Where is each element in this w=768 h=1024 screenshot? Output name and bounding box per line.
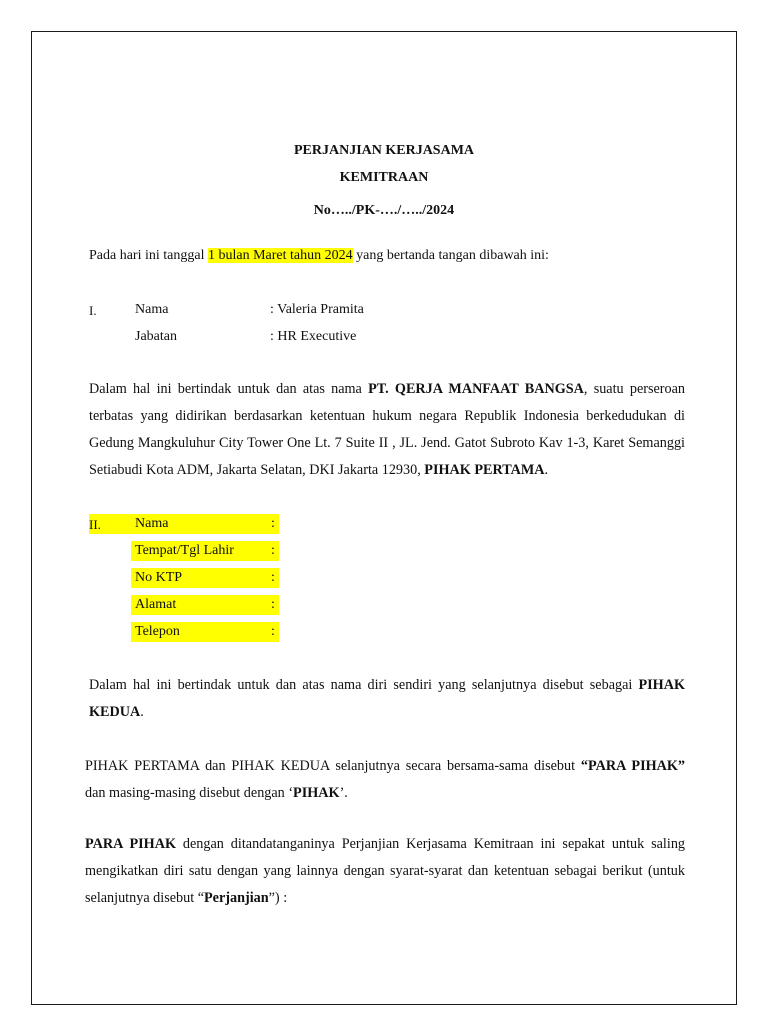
party1-position-label: Jabatan [135, 329, 177, 344]
document-number: No…../PK-…./…../2024 [313, 203, 455, 218]
party2-numeral: II. [89, 517, 101, 532]
company-name: PT. QERJA MANFAAT BANGSA [368, 381, 584, 397]
document-subtitle: KEMITRAAN [339, 170, 429, 185]
party2-ktp-label: No KTP [135, 570, 183, 585]
party2-birth-value: : [271, 543, 275, 558]
highlight-row-name [89, 514, 279, 534]
party1-position-value: : HR Executive [270, 329, 357, 344]
party2-address-value: : [271, 597, 275, 612]
party2-name-value: : [271, 516, 275, 531]
agreement-paragraph: PARA PIHAK dengan ditandatanganinya Perjanjian Kerjasama Kemitraan ini sepakat untuk saling mengikatkan diri satu dengan yang lainnya dengan syarat-syarat dan ketentuan sebagai berikut (untuk selanjutnya disebut “Perjanjian”) : [85, 836, 686, 906]
party2-phone-value: : [271, 624, 275, 639]
party2-phone-label: Telepon [135, 624, 180, 639]
party1-numeral: I. [89, 303, 97, 318]
highlighted-date: 1 bulan Maret tahun 2024 [207, 248, 353, 263]
party2-name-label: Nama [135, 516, 169, 531]
party1-description: Dalam hal ini bertindak untuk dan atas nama PT. QERJA MANFAAT BANGSA, suatu perseroan terbatas yang didirikan berdasarkan ketentuan hukum negara Republik Indonesia berkedudukan di Gedung Mangkuluhur City Tower One Lt. 7 Suite II , JL. Jend. Gatot Subroto Kav 1-3, Karet Semanggi Setiabudi Kota ADM, Jakarta Selatan, DKI Jakarta 12930, PIHAK PERTAMA. [89, 381, 686, 478]
opening-line: Pada hari ini tanggal 1 bulan Maret tahun 2024 yang bertanda tangan dibawah ini: [89, 248, 549, 263]
party2-designation: PIHAK KEDUA [89, 677, 685, 720]
para-pihak-paragraph: PIHAK PERTAMA dan PIHAK KEDUA selanjutnya secara bersama-sama disebut “PARA PIHAK” dan masing-masing disebut dengan ‘PIHAK’. [85, 758, 685, 801]
party2-description: Dalam hal ini bertindak untuk dan atas nama diri sendiri yang selanjutnya disebut sebagai PIHAK KEDUA. [89, 677, 685, 720]
party2-address-label: Alamat [135, 597, 177, 612]
document-title: PERJANJIAN KERJASAMA [293, 143, 475, 158]
party1-designation: PIHAK PERTAMA [424, 462, 545, 478]
party2-birth-label: Tempat/Tgl Lahir [135, 543, 234, 558]
party2-ktp-value: : [271, 570, 275, 585]
party1-name-label: Nama [135, 302, 169, 317]
party1-name-value: : Valeria Pramita [270, 302, 364, 317]
